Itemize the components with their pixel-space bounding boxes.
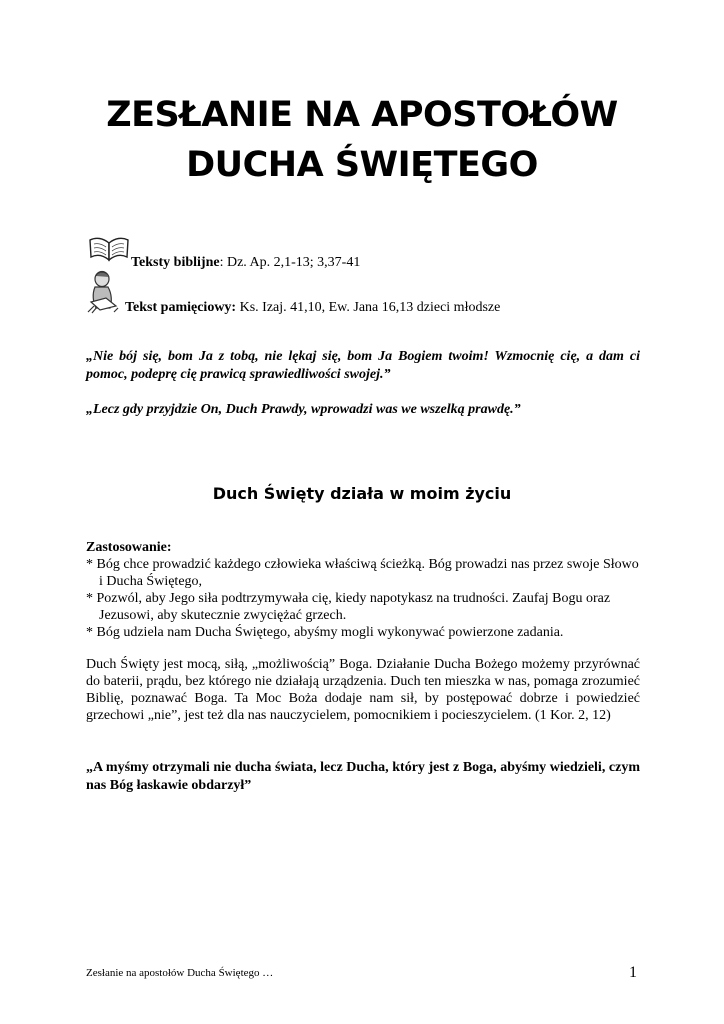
application-list <box>86 556 642 641</box>
application-item: * Pozwól, aby Jego siła podtrzymywała cię, kiedy napotykasz na trudności. Zaufaj Bogu oraz Jezusowi, aby skutecznie zwyciężać grzech. <box>86 590 642 624</box>
biblical-texts-value: : Dz. Ap. 2,1-13; 3,37-41 <box>219 255 361 270</box>
verse-isaiah: „Nie bój się, bom Ja z tobą, nie lękaj się, bom Ja Bogiem twoim! Wzmocnię cię, a dam ci pomoc, podeprę cię prawicą sprawiedliwości swojej.” <box>86 349 640 382</box>
page-number: 1 <box>629 964 637 981</box>
application-item: * Bóg chce prowadzić każdego człowieka właściwą ścieżką. Bóg prowadzi nas przez swoje Słowo i Ducha Świętego, <box>86 556 642 590</box>
title-line-1: ZESŁANIE NA APOSTOŁÓW <box>106 95 618 135</box>
memory-text-line <box>125 300 500 316</box>
closing-quote: „A myśmy otrzymali nie ducha świata, lecz Ducha, który jest z Boga, abyśmy wiedzieli, czym nas Bóg łaskawie obdarzył” <box>86 760 640 793</box>
section-subtitle: Duch Święty działa w moim życiu <box>212 484 512 503</box>
biblical-texts-line <box>131 255 360 271</box>
document-title <box>40 90 684 190</box>
memory-text-label: Tekst pamięciowy: <box>125 300 237 315</box>
application-heading: Zastosowanie: <box>86 540 172 555</box>
title-line-2: DUCHA ŚWIĘTEGO <box>186 145 538 185</box>
body-paragraph: Duch Święty jest mocą, siłą, „możliwością” Boga. Działanie Ducha Bożego możemy przyrównać do baterii, prądu, bez którego nie działają urządzenia. Duch ten mieszka w nas, pomaga zrozumieć Biblię, poznawać Boga. Ta Moc Boża dodaje nam sił, by postępować dobrze i powiedzieć grzechowi „nie”, jest też dla nas nauczycielem, pomocnikiem i pocieszycielem. (1 Kor. 2, 12) <box>86 657 640 723</box>
reading-child-icon <box>86 270 122 314</box>
footer-text: Zesłanie na apostołów Ducha Świętego … <box>86 967 274 979</box>
verse-john: „Lecz gdy przyjdzie On, Duch Prawdy, wprowadzi was we wszelką prawdę.” <box>86 402 521 417</box>
biblical-texts-label: Teksty biblijne <box>131 255 220 270</box>
memory-text-value: Ks. Izaj. 41,10, Ew. Jana 16,13 dzieci młodsze <box>236 300 501 315</box>
open-book-icon <box>88 235 130 263</box>
application-item: * Bóg udziela nam Ducha Świętego, abyśmy mogli wykonywać powierzone zadania. <box>86 624 642 641</box>
